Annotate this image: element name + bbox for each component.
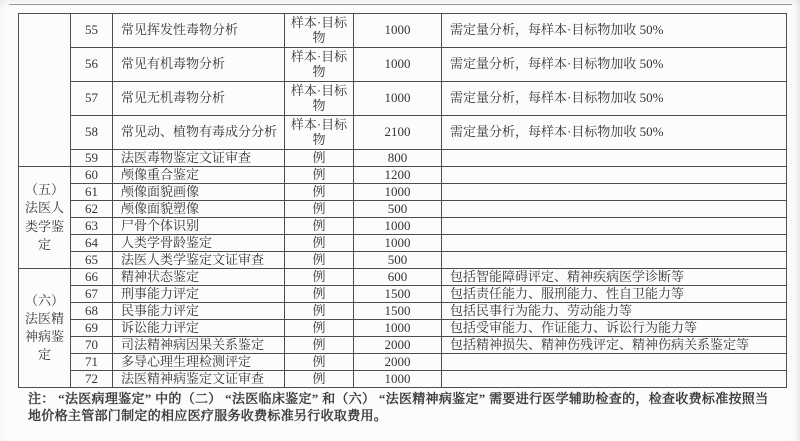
table-row — [19, 48, 787, 82]
note-cell: 需定量分析，每样本·目标物加收 50% — [442, 82, 787, 116]
table-row — [19, 235, 787, 252]
note-cell — [442, 235, 787, 252]
row-number-cell: 56 — [71, 48, 113, 82]
unit-cell: 例 — [285, 150, 354, 167]
item-name-cell: 精神状态鉴定 — [113, 269, 285, 286]
price-cell: 800 — [354, 150, 442, 167]
unit-cell: 样本·目标物 — [285, 116, 354, 150]
row-number-cell: 61 — [71, 184, 113, 201]
item-name-cell: 民事能力评定 — [113, 303, 285, 320]
item-name-cell: 常见无机毒物分析 — [113, 82, 285, 116]
footnote-text: 注： “法医病理鉴定” 中的（二） “法医临床鉴定” 和（六） “法医精神病鉴定” 需要进行医学辅助检查的，检查收费标准按照当地价格主管部门制定的相应医疗服务收费标准另行收取费用。 — [28, 391, 769, 423]
price-cell: 2000 — [354, 354, 442, 371]
row-number-cell: 57 — [71, 82, 113, 116]
row-number-cell: 69 — [71, 320, 113, 337]
note-cell — [442, 218, 787, 235]
price-cell: 1000 — [354, 184, 442, 201]
note-cell: 需定量分析，每样本·目标物加收 50% — [442, 116, 787, 150]
price-cell: 500 — [354, 201, 442, 218]
row-number-cell: 67 — [71, 286, 113, 303]
table-row — [19, 269, 787, 286]
note-cell: 包括民事行为能力、劳动能力等 — [442, 303, 787, 320]
row-number-cell: 63 — [71, 218, 113, 235]
row-number-cell: 66 — [71, 269, 113, 286]
note-cell: 需定量分析，每样本·目标物加收 50% — [442, 14, 787, 48]
previous-row-cutoff-line — [9, 4, 792, 5]
unit-cell: 例 — [285, 252, 354, 269]
table-row — [19, 218, 787, 235]
note-cell: 包括精神损失、精神伤残评定、精神伤病关系鉴定等 — [442, 337, 787, 354]
unit-cell: 样本·目标物 — [285, 14, 354, 48]
unit-cell: 例 — [285, 303, 354, 320]
table-row — [19, 82, 787, 116]
unit-cell: 例 — [285, 286, 354, 303]
row-number-cell: 72 — [71, 371, 113, 388]
price-cell: 1500 — [354, 303, 442, 320]
item-name-cell: 常见挥发性毒物分析 — [113, 14, 285, 48]
row-number-cell: 60 — [71, 167, 113, 184]
price-cell: 600 — [354, 269, 442, 286]
item-name-cell: 法医毒物鉴定文证审查 — [113, 150, 285, 167]
note-cell: 包括受审能力、作证能力、诉讼行为能力等 — [442, 320, 787, 337]
item-name-cell: 刑事能力评定 — [113, 286, 285, 303]
item-name-cell: 颅像面貌塑像 — [113, 201, 285, 218]
note-cell — [442, 201, 787, 218]
unit-cell: 例 — [285, 371, 354, 388]
table-row — [19, 150, 787, 167]
row-number-cell: 58 — [71, 116, 113, 150]
table-row — [19, 184, 787, 201]
item-name-cell: 法医精神病鉴定文证审查 — [113, 371, 285, 388]
category-cell — [19, 14, 71, 167]
price-cell: 1500 — [354, 286, 442, 303]
unit-cell: 例 — [285, 320, 354, 337]
note-cell: 包括智能障碍评定、精神疾病医学诊断等 — [442, 269, 787, 286]
row-number-cell: 70 — [71, 337, 113, 354]
table-row — [19, 201, 787, 218]
category-cell — [19, 269, 71, 388]
price-cell: 1000 — [354, 82, 442, 116]
note-cell — [442, 150, 787, 167]
note-cell — [442, 167, 787, 184]
price-cell: 1000 — [354, 320, 442, 337]
row-number-cell: 71 — [71, 354, 113, 371]
price-cell: 1000 — [354, 371, 442, 388]
unit-cell: 例 — [285, 184, 354, 201]
table-row — [19, 320, 787, 337]
category-label: （五）法医人类学鉴定 — [24, 182, 64, 252]
note-cell — [442, 354, 787, 371]
unit-cell: 例 — [285, 337, 354, 354]
unit-cell: 例 — [285, 269, 354, 286]
item-name-cell: 诉讼能力评定 — [113, 320, 285, 337]
note-cell — [442, 252, 787, 269]
item-name-cell: 法医人类学鉴定文证审查 — [113, 252, 285, 269]
row-number-cell: 55 — [71, 14, 113, 48]
item-name-cell: 多导心理生理检测评定 — [113, 354, 285, 371]
fee-schedule-table — [18, 13, 787, 388]
table-row — [19, 116, 787, 150]
price-cell: 1200 — [354, 167, 442, 184]
item-name-cell: 常见动、植物有毒成分分析 — [113, 116, 285, 150]
table-row — [19, 286, 787, 303]
table-row — [19, 167, 787, 184]
item-name-cell: 颅像面貌画像 — [113, 184, 285, 201]
table-row — [19, 303, 787, 320]
note-cell — [442, 184, 787, 201]
row-number-cell: 62 — [71, 201, 113, 218]
row-number-cell: 64 — [71, 235, 113, 252]
item-name-cell: 颅像重合鉴定 — [113, 167, 285, 184]
unit-cell: 样本·目标物 — [285, 82, 354, 116]
note-cell — [442, 371, 787, 388]
note-cell: 包括责任能力、服刑能力、性自卫能力等 — [442, 286, 787, 303]
row-number-cell: 68 — [71, 303, 113, 320]
table-row — [19, 354, 787, 371]
price-cell: 1000 — [354, 14, 442, 48]
table-row — [19, 252, 787, 269]
unit-cell: 样本·目标物 — [285, 48, 354, 82]
unit-cell: 例 — [285, 201, 354, 218]
item-name-cell: 常见有机毒物分析 — [113, 48, 285, 82]
price-cell: 1000 — [354, 235, 442, 252]
price-cell: 500 — [354, 252, 442, 269]
price-cell: 1000 — [354, 218, 442, 235]
table-row — [19, 337, 787, 354]
unit-cell: 例 — [285, 218, 354, 235]
unit-cell: 例 — [285, 354, 354, 371]
row-number-cell: 65 — [71, 252, 113, 269]
item-name-cell: 人类学骨龄鉴定 — [113, 235, 285, 252]
item-name-cell: 司法精神病因果关系鉴定 — [113, 337, 285, 354]
price-cell: 2100 — [354, 116, 442, 150]
table-row — [19, 14, 787, 48]
price-cell: 1000 — [354, 48, 442, 82]
unit-cell: 例 — [285, 235, 354, 252]
item-name-cell: 尸骨个体识别 — [113, 218, 285, 235]
note-cell: 需定量分析，每样本·目标物加收 50% — [442, 48, 787, 82]
table-row — [19, 371, 787, 388]
unit-cell: 例 — [285, 167, 354, 184]
category-label: （六）法医精神病鉴定 — [24, 292, 64, 363]
price-cell: 2000 — [354, 337, 442, 354]
category-cell — [19, 167, 71, 269]
row-number-cell: 59 — [71, 150, 113, 167]
